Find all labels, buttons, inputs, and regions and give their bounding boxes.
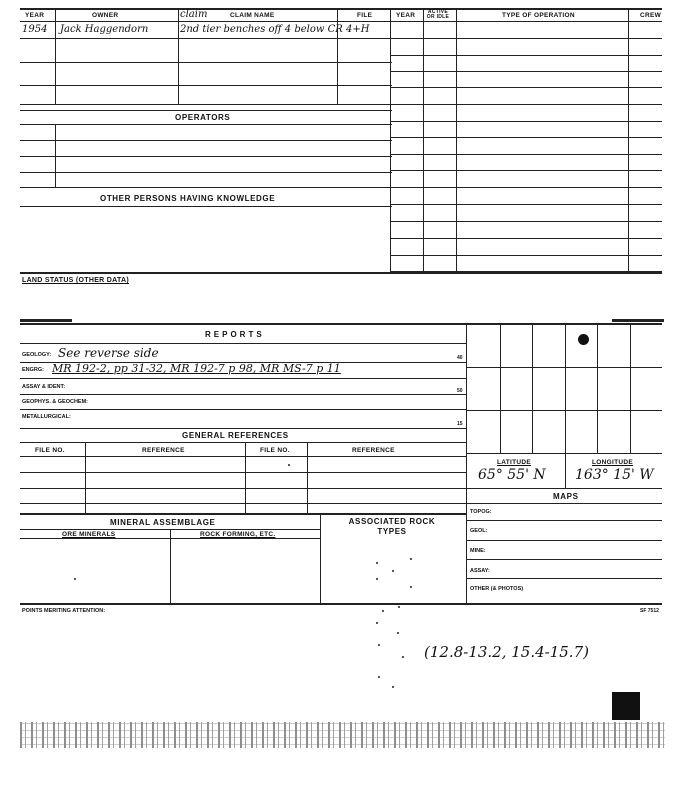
scan-artifact-block: [612, 692, 640, 720]
maps-mine-label: MINE:: [470, 548, 486, 554]
row-line: [20, 140, 392, 141]
row-line: [20, 156, 392, 157]
right-row-line: [390, 87, 662, 88]
land-status-label: LAND STATUS (OTHER DATA): [22, 277, 130, 284]
reports-header-line: [20, 343, 466, 344]
scan-noise-band: [20, 722, 665, 748]
pencil-mark: [410, 558, 412, 560]
location-marker: [578, 334, 589, 345]
col-divider: [55, 124, 56, 187]
row-line: [20, 187, 392, 188]
right-row-line: [390, 204, 662, 205]
maps-topog-label: TOPOG:: [470, 509, 492, 515]
grid-row: [466, 410, 662, 411]
right-row-line: [390, 170, 662, 171]
pencil-mark: [74, 578, 76, 580]
engrg-value: MR 192-2, pp 31-32, MR 192-7 p 98, MR MS-7 p 11: [52, 362, 341, 375]
mineral-bottom-border: [20, 603, 466, 605]
right-row-line: [390, 55, 662, 56]
pencil-mark: [378, 676, 380, 678]
pencil-mark: [392, 570, 394, 572]
header-bottom-border: [20, 21, 662, 22]
row-line: [466, 578, 662, 579]
pencil-mark: [288, 464, 290, 466]
operators-title: OPERATORS: [175, 113, 231, 122]
col-header-year: YEAR: [25, 12, 45, 19]
pencil-mark: [376, 562, 378, 564]
general-references-title: GENERAL REFERENCES: [182, 431, 289, 440]
col-header-year-2: YEAR: [396, 12, 416, 19]
col-header-active-or-idle: ACTIVE OR IDLE: [426, 9, 450, 20]
associated-rock-types-header: ASSOCIATED ROCK TYPES: [348, 517, 436, 536]
grid-row: [466, 367, 662, 368]
pencil-mark: [392, 686, 394, 688]
col-divider: [320, 513, 321, 603]
maps-other-label: OTHER (& PHOTOS): [470, 586, 524, 592]
grid-col: [565, 323, 566, 488]
right-row-line: [390, 121, 662, 122]
row-line: [20, 409, 466, 410]
assay-code: 50: [457, 388, 463, 394]
maps-geol-label: GEOL:: [470, 528, 488, 534]
grid-col: [532, 323, 533, 453]
row-line: [20, 456, 466, 457]
pencil-mark: [382, 610, 384, 612]
operators-header-line: [20, 124, 392, 125]
right-row-line: [390, 137, 662, 138]
reports-title: REPORTS: [205, 330, 265, 339]
col-divider: [337, 8, 338, 104]
col-divider: [307, 442, 308, 513]
file-no-header-2: FILE NO.: [260, 447, 290, 454]
grid-left-border: [466, 323, 467, 603]
geophys-label: GEOPHYS. & GEOCHEM:: [22, 399, 89, 405]
scan-artifact: [612, 319, 664, 322]
col-header-crew: CREW: [640, 12, 662, 19]
operators-top-border: [20, 110, 392, 111]
geology-value: See reverse side: [58, 346, 159, 360]
points-meriting-attention-label: POINTS MERITING ATTENTION:: [22, 608, 106, 614]
longitude-value: 163° 15' W: [575, 467, 654, 483]
scan-artifact: [20, 319, 72, 322]
maps-header-line: [466, 503, 662, 504]
row-line: [20, 172, 392, 173]
reference-header-2: REFERENCE: [352, 447, 395, 454]
col-divider: [245, 442, 246, 513]
col-divider: [456, 8, 457, 271]
location-bottom-line: [466, 488, 662, 489]
grid-col: [630, 323, 631, 453]
row-line: [20, 378, 466, 379]
pencil-mark: [410, 586, 412, 588]
handwritten-note: (12.8-13.2, 15.4-15.7): [424, 643, 589, 661]
col-divider: [85, 442, 86, 513]
right-row-line: [390, 255, 662, 256]
gen-ref-header-line: [20, 442, 466, 443]
grid-row: [466, 453, 662, 454]
row-line: [466, 559, 662, 560]
upper-form-bottom-border: [20, 272, 662, 274]
assay-label: ASSAY & IDENT:: [22, 384, 66, 390]
metallurgical-label: METALLURGICAL:: [22, 414, 71, 420]
row-line: [20, 472, 466, 473]
form-code: SF 7512: [640, 608, 659, 614]
other-persons-title: OTHER PERSONS HAVING KNOWLEDGE: [100, 194, 276, 203]
engrg-label: ENGRG:: [22, 367, 44, 373]
right-row-line: [390, 238, 662, 239]
row1-claim-name: 2nd tier benches off 4 below CR 4+H: [180, 24, 370, 35]
col-header-claim-mark: claim: [180, 9, 208, 20]
col-divider: [423, 8, 424, 271]
col-header-owner: OWNER: [92, 12, 119, 19]
col-divider: [55, 8, 56, 104]
maps-assay-label: ASSAY:: [470, 568, 490, 574]
row-line: [20, 104, 392, 105]
col-divider: [178, 8, 179, 104]
pencil-mark: [398, 606, 400, 608]
geology-label: GEOLOGY:: [22, 352, 52, 358]
right-row-line: [390, 104, 662, 105]
right-row-line: [390, 221, 662, 222]
mineral-assemblage-title: MINERAL ASSEMBLAGE: [110, 518, 216, 527]
right-row-line: [390, 154, 662, 155]
row-line: [466, 520, 662, 521]
rock-forming-header: ROCK FORMING, ETC.: [200, 531, 276, 538]
maps-bottom-border: [466, 603, 662, 605]
file-no-header: FILE NO.: [35, 447, 65, 454]
col-header-file: FILE: [357, 12, 373, 19]
geology-code: 40: [457, 355, 463, 361]
row-line: [20, 488, 466, 489]
grid-col: [500, 323, 501, 453]
maps-title: MAPS: [553, 492, 579, 501]
pencil-mark: [376, 578, 378, 580]
row-line: [20, 428, 466, 429]
col-header-type-of-operation: TYPE OF OPERATION: [502, 12, 575, 19]
reference-header: REFERENCE: [142, 447, 185, 454]
grid-col: [597, 323, 598, 453]
table-top-border: [20, 8, 662, 10]
row1-owner: Jack Haggendorn: [60, 24, 149, 35]
latitude-label: LATITUDE: [497, 459, 532, 466]
pencil-mark: [402, 656, 404, 658]
row-line: [20, 503, 466, 504]
gen-ref-bottom-border: [20, 513, 466, 515]
right-row-line: [390, 71, 662, 72]
col-header-claim-name: CLAIM NAME: [230, 12, 275, 19]
row-line: [20, 394, 466, 395]
latitude-value: 65° 55' N: [478, 467, 546, 483]
row1-year: 1954: [22, 24, 48, 35]
metallurgical-code: 15: [457, 421, 463, 427]
right-row-line: [390, 38, 662, 39]
pencil-mark: [378, 644, 380, 646]
longitude-label: LONGITUDE: [592, 459, 633, 466]
other-persons-header-line: [20, 206, 392, 207]
pencil-mark: [397, 632, 399, 634]
ore-minerals-header: ORE MINERALS: [62, 531, 116, 538]
row-line: [466, 540, 662, 541]
col-divider: [628, 8, 629, 271]
col-divider: [170, 529, 171, 603]
pencil-mark: [376, 622, 378, 624]
right-row-line: [390, 187, 662, 188]
